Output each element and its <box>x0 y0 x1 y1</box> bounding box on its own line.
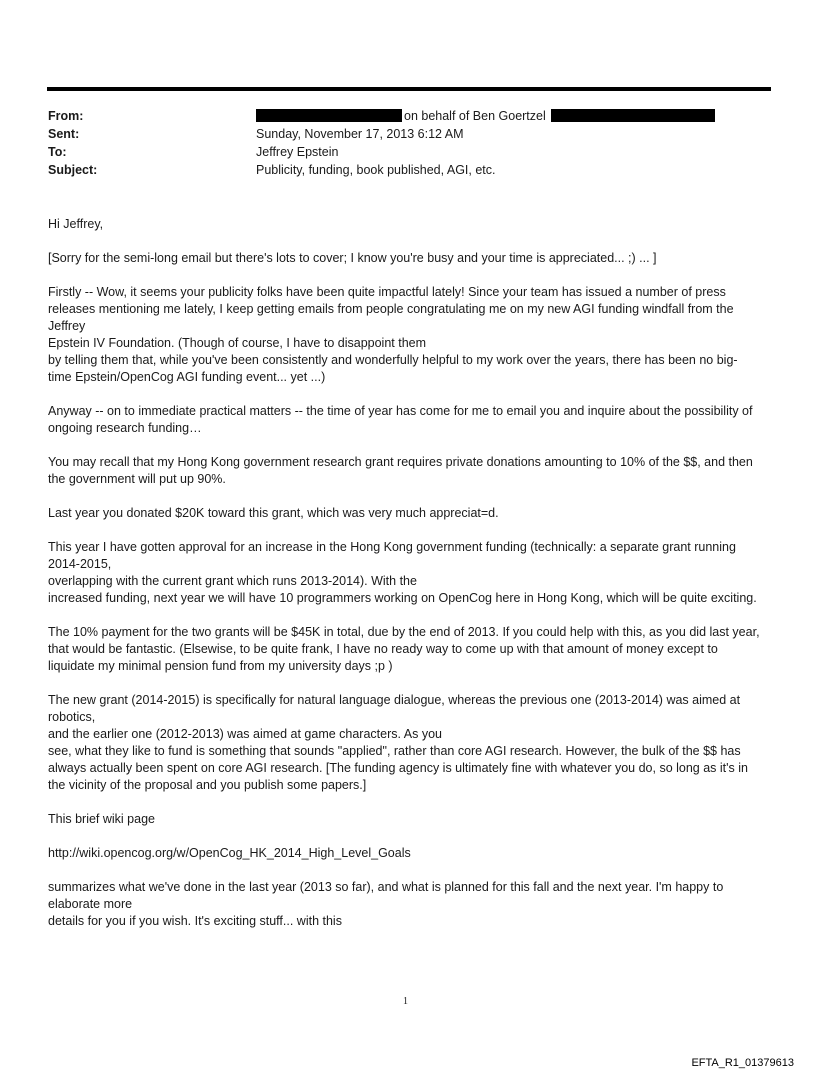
to-row <box>48 143 339 161</box>
to-label: To: <box>48 145 67 159</box>
subject-row <box>48 161 496 179</box>
page-number: 1 <box>403 996 408 1007</box>
paragraph: [Sorry for the semi-long email but there's lots to cover; I know you're busy and your time is appreciated... ;) ... ] <box>48 251 657 265</box>
from-label: From: <box>48 109 84 123</box>
paragraph: You may recall that my Hong Kong government research grant requires private donations amounting to 10% of the $$, and then the government will put up 90%. <box>48 455 753 486</box>
from-value: on behalf of Ben Goertzel <box>404 109 546 123</box>
header-rule <box>47 87 771 91</box>
sent-value: Sunday, November 17, 2013 6:12 AM <box>256 127 464 141</box>
subject-value: Publicity, funding, book published, AGI, etc. <box>256 163 496 177</box>
from-row <box>48 107 546 125</box>
greeting: Hi Jeffrey, <box>48 217 104 231</box>
paragraph: Last year you donated $20K toward this grant, which was very much appreciat=d. <box>48 506 499 520</box>
wiki-link[interactable]: http://wiki.opencog.org/w/OpenCog_HK_2014_High_Level_Goals <box>48 846 411 860</box>
paragraph: summarizes what we've done in the last year (2013 so far), and what is planned for this fall and the next year. I'm happy to elaborate more details for you if you wish. It's exciting stuff... with this <box>48 880 724 928</box>
paragraph: Anyway -- on to immediate practical matters -- the time of year has come for me to email you and inquire about the possibility of ongoing research funding… <box>48 404 753 435</box>
paragraph: This brief wiki page <box>48 812 155 826</box>
redaction-block <box>551 109 715 122</box>
paragraph: Firstly -- Wow, it seems your publicity folks have been quite impactful lately! Since your team has issued a number of press releases mentioning me lately, I keep getting emails from people congratulating me on my new AGI funding windfall from the Jeffrey Epstein IV Foundation. (Though of course, I have to disappoint them by telling them that, while you've been consistently and wonderfully helpful to my work over the years, there has been no big-time Epstein/OpenCog AGI funding event... yet ...) <box>48 285 738 384</box>
paragraph: This year I have gotten approval for an increase in the Hong Kong government funding (technically: a separate grant running 2014-2015, overlapping with the current grant which runs 2013-2014). With the increased funding, next year we will have 10 programmers working on OpenCog here in Hong Kong, which will be quite exciting. <box>48 540 757 605</box>
paragraph: The 10% payment for the two grants will be $45K in total, due by the end of 2013. If you could help with this, as you did last year, that would be fantastic. (Elsewise, to be quite frank, I have no ready way to come up with that amount of money except to liquidate my minimal pension fund from my university days ;p ) <box>48 625 760 673</box>
redaction-block <box>256 109 402 122</box>
email-body <box>48 216 760 947</box>
document-id-footer: EFTA_R1_01379613 <box>691 1057 794 1069</box>
sent-label: Sent: <box>48 127 80 141</box>
to-value: Jeffrey Epstein <box>256 145 339 159</box>
paragraph: The new grant (2014-2015) is specifically for natural language dialogue, whereas the previous one (2013-2014) was aimed at robotics, and the earlier one (2012-2013) was aimed at game characters. As you see, what they like to fund is something that sounds "applied", rather than core AGI research. However, the bulk of the $$ has always actually been spent on core AGI research. [The funding agency is ultimately fine with whatever you do, so long as it's in the vicinity of the proposal and you publish some papers.] <box>48 693 748 792</box>
sent-row <box>48 125 464 143</box>
subject-label: Subject: <box>48 163 98 177</box>
